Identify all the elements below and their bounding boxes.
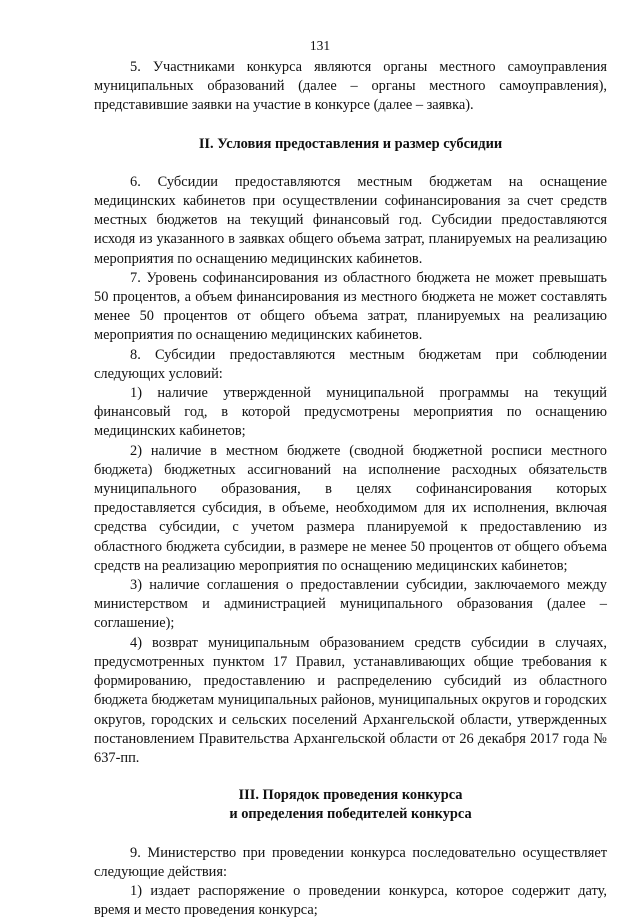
list-item-8-4: 4) возврат муниципальным образованием средств субсидии в случаях, предусмотренных пунктом 17 Правил, устанавливающих общие требования к формированию, предоставлению и распределению субсидий из областного бюджета бюджетам муниципальных районов, муниципальных округов и городских округов, городских и сельских поселений Архангельской области, утвержденных постановлением Правительства Архангельской области от 26 декабря 2017 года № 637-пп.	[94, 634, 607, 766]
section-heading-3-line1: III. Порядок проведения конкурса	[238, 787, 463, 804]
list-item-8-3: 3) наличие соглашения о предоставлении субсидии, заключаемого между министерством и администрацией муниципального образования (далее – соглашение);	[94, 577, 607, 632]
page-number: 131	[309, 38, 331, 53]
list-item-8-2: 2) наличие в местном бюджете (сводной бюджетной росписи местного бюджета) бюджетных ассигнований на исполнение расходных обязательств муниципального образования, в целях софинансирования которых предоставляется субсидия, в объеме, необходимом для их исполнения, включая средства субсидии, с учетом размера планируемой к предоставлению из областного бюджета субсидии, в размере не менее 50 процентов от общего объема средств на реализацию мероприятия по оснащению медицинских кабинетов;	[94, 442, 607, 574]
paragraph-9: 9. Министерство при проведении конкурса последовательно осуществляет следующие действия:	[94, 844, 607, 880]
section-heading-3-line2: и определения победителей конкурса	[229, 806, 472, 823]
section-heading-2: II. Условия предоставления и размер субсидии	[198, 135, 503, 152]
paragraph-8: 8. Субсидии предоставляются местным бюджетам при соблюдении следующих условий:	[94, 346, 607, 382]
paragraph-5: 5. Участниками конкурса являются органы местного самоуправления муниципальных образований (далее – органы местного самоуправления), представившие заявки на участие в конкурсе (далее – заявка).	[94, 59, 607, 114]
paragraph-7: 7. Уровень софинансирования из областного бюджета не может превышать 50 процентов, а объем финансирования из местного бюджета не может составлять менее 50 процентов от общего объема затрат, планируемых на реализацию мероприятия по оснащению медицинских кабинетов.	[94, 269, 607, 344]
document-body	[94, 58, 607, 920]
list-item-8-1: 1) наличие утвержденной муниципальной программы на текущий финансовый год, в которой предусмотрены мероприятия по оснащению медицинских кабинетов;	[94, 385, 607, 440]
paragraph-6: 6. Субсидии предоставляются местным бюджетам на оснащение медицинских кабинетов при осуществлении софинансирования за счет средств местных бюджетов на текущий финансовый год. Субсидии предоставляются исходя из указанного в заявках общего объема затрат, планируемых на реализацию мероприятия по оснащению медицинских кабинетов.	[94, 173, 607, 267]
list-item-9-1: 1) издает распоряжение о проведении конкурса, которое содержит дату, время и место проведения конкурса;	[94, 882, 607, 919]
